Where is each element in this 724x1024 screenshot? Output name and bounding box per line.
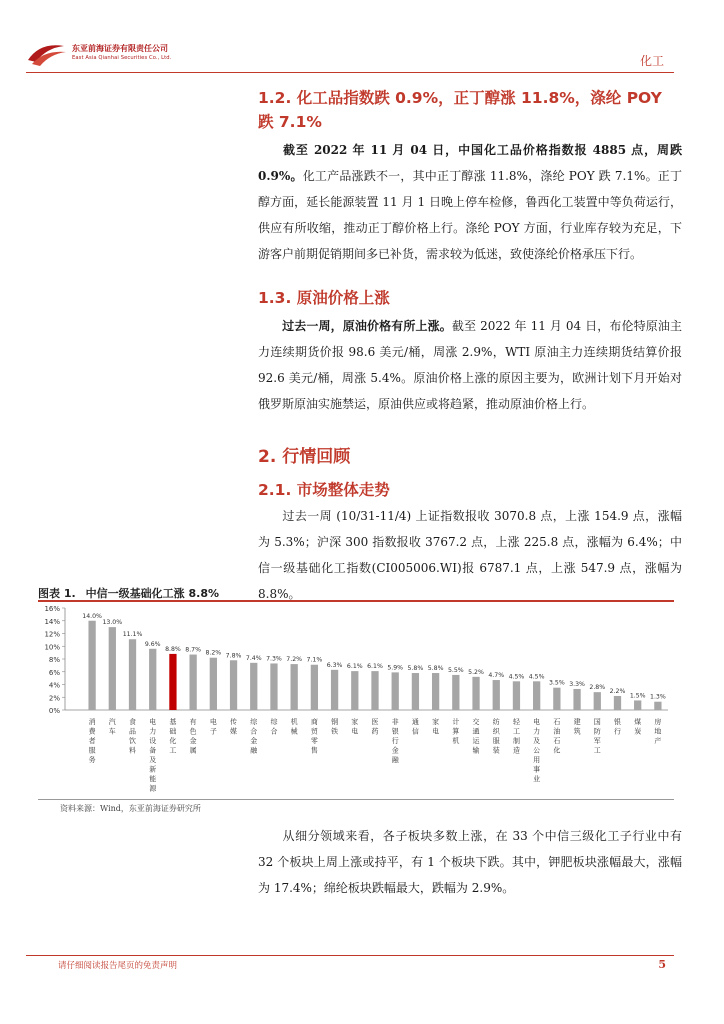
bar-10 [270,663,277,710]
x-category-label: 基础化工 [169,718,177,755]
section-1-2-lead: 截至 2022 年 11 月 04 日，中国化工品价格指数报 4885 点，周跌 0.9%。 [258,143,682,183]
bar-value-label: 4.5% [528,673,545,681]
section-1-2-body: 化工产品涨跌不一，其中正丁醇涨 11.8%，涤纶 POY 跌 7.1%。正丁醇方面，延长能源装置 11 月 1 日晚上停车检修，鲁西化工装置中等负荷运行，供应有所收缩，推动正丁醇价格上行。涤纶 POY 方面，行业库存较为充足，下游客户前期促销期间多已补货，需求较为低迷，致使涤纶价格承压下行。 [258,169,683,261]
bar-value-label: 5.8% [427,665,444,673]
bar-9 [250,663,257,710]
section-2-1-body: 过去一周 (10/31-11/4) 上证指数报收 3070.8 点，上涨 154.9 点，涨幅为 5.3%；沪深 300 指数报收 3767.2 点，上涨 225.8 点，涨幅为 6.4%；中信一级基础化工指数(CI005006.WI)报 6787.1 点，上涨 547.9 点，涨幅为 8.8%。 [258,509,682,601]
bar-value-label: 8.2% [205,649,222,657]
bar-27 [614,696,621,710]
bar-26 [594,692,601,710]
y-tick-label: 4% [48,681,60,690]
company-name-en: East Asia Qianhai Securities Co., Ltd. [72,55,172,61]
x-category-label: 消费者服务 [88,718,96,764]
bar-8 [230,660,237,710]
bar-11 [291,664,298,710]
x-category-label: 机械 [290,718,298,736]
bar-value-label: 5.5% [447,666,464,674]
x-category-label: 电子 [209,718,217,736]
section-2-1-title: 2.1. 市场整体走势 [258,481,390,499]
x-category-label: 综合金融 [250,718,258,755]
bar-12 [311,665,318,710]
bar-value-label: 5.2% [468,668,484,676]
bar-value-label: 1.3% [650,693,666,701]
bar-value-label: 8.8% [165,645,181,653]
bar-4 [149,649,156,710]
footer-divider [26,955,674,956]
y-tick-label: 2% [48,694,60,703]
bar-value-label: 7.3% [266,655,282,663]
bar-value-label: 2.8% [589,684,606,692]
bar-value-label: 7.1% [306,656,323,664]
bar-25 [573,689,580,710]
figure-1-label: 图表 1. [38,587,76,600]
x-category-label: 商贸零售 [310,718,318,755]
header-divider [26,72,674,73]
bar-value-label: 8.7% [185,646,202,654]
x-category-label: 汽车 [108,718,116,736]
y-tick-label: 0% [48,707,60,715]
x-category-label: 电力及公用事业 [533,718,541,783]
x-category-label: 国防军工 [593,718,601,755]
x-category-label: 石油石化 [553,718,561,755]
industry-return-bar-chart [38,602,674,798]
x-category-label: 综合 [270,718,278,736]
bar-value-label: 3.5% [548,679,565,687]
section-2-1-body-2: 从细分领域来看，各子板块多数上涨，在 33 个中信三级化工子行业中有 32 个板块上周上涨或持平，有 1 个板块下跌。其中，钾肥板块涨幅最大，涨幅为 17.4%；绵纶板块跌幅最大，跌幅为 2.9%。 [258,829,682,895]
company-logo-mark-icon [26,40,68,68]
bar-value-label: 5.8% [407,665,424,673]
bar-value-label: 2.2% [609,687,626,695]
section-1-2-title: 1.2. 化工品指数跌 0.9%，正丁醇涨 11.8%，涤纶 POY [258,89,662,107]
x-category-label: 非银行金融 [391,718,399,764]
bar-value-label: 14.0% [82,612,102,620]
bar-value-label: 7.2% [286,656,303,664]
x-category-label: 电力设备及新能源 [149,718,157,793]
x-category-label: 通信 [411,718,419,736]
x-category-label: 银行 [613,718,621,736]
bar-value-label: 4.5% [508,673,525,681]
section-1-3-paragraph [258,313,682,417]
x-category-label: 交通运输 [472,718,480,755]
y-tick-label: 8% [48,656,60,664]
bar-7 [210,658,217,710]
page-number: 5 [658,958,666,971]
bar-value-label: 6.1% [367,663,383,671]
bar-value-label: 9.6% [144,640,161,648]
bar-value-label: 7.4% [245,654,262,662]
x-category-label: 医药 [371,718,379,736]
section-2-title: 2. 行情回顾 [258,447,351,467]
bar-24 [553,688,560,710]
x-category-label: 煤炭 [634,718,642,736]
bar-value-label: 3.3% [569,680,585,688]
bar-6 [190,655,197,710]
x-category-label: 房地产 [654,718,662,745]
company-name-cn: 东亚前海证券有限责任公司 [72,44,168,53]
bar-17 [412,673,419,710]
bar-5 [169,654,176,710]
x-category-label: 计算机 [452,718,460,745]
bar-14 [351,671,358,710]
section-2-1-paragraph-2 [258,823,682,901]
section-1-2-title-cont: 跌 7.1% [258,113,322,131]
bar-value-label: 1.5% [629,692,646,700]
bar-1 [88,621,95,710]
x-category-label: 有色金属 [189,718,197,755]
report-section-label: 化工 [639,54,664,68]
bar-value-label: 4.7% [488,672,505,680]
company-logo [26,40,176,70]
disclaimer-note: 请仔细阅读报告尾页的免责声明 [58,961,178,971]
bar-value-label: 6.3% [326,661,343,669]
y-tick-label: 12% [44,630,60,639]
bar-13 [331,670,338,710]
x-category-label: 传媒 [230,718,238,736]
section-1-2-paragraph [258,137,682,267]
bar-2 [109,627,116,710]
x-category-label: 食品饮料 [129,718,137,755]
figure-1-caption: 中信一级基础化工涨 8.8% [85,587,220,600]
x-category-label: 建筑 [573,718,581,736]
bar-16 [392,672,399,710]
bar-15 [371,671,378,710]
bar-value-label: 13.0% [102,619,123,627]
x-category-label: 纺织服装 [492,718,500,755]
section-1-3-lead: 过去一周，原油价格有所上涨。 [282,319,452,333]
bar-20 [472,677,479,710]
bar-28 [634,700,641,710]
bar-value-label: 6.1% [346,663,363,671]
x-category-label: 家电 [432,718,440,736]
section-1-3-title: 1.3. 原油价格上涨 [258,289,390,307]
section-2-1-paragraph [258,503,682,607]
figure-1-source: 资料来源：Wind，东亚前海证券研究所 [60,804,201,813]
bar-22 [513,681,520,710]
figure-1-title [38,585,219,601]
x-category-label: 轻工制造 [512,718,520,755]
y-tick-label: 14% [44,617,60,626]
y-tick-label: 10% [44,643,60,652]
bar-3 [129,639,136,710]
bar-19 [452,675,459,710]
bar-21 [493,680,500,710]
bar-value-label: 7.8% [225,652,242,660]
bar-value-label: 5.9% [387,664,404,672]
section-1-3-body: 截至 2022 年 11 月 04 日，布伦特原油主力连续期货价报 98.6 美元/桶，周涨 2.9%，WTI 原油主力连续期货结算价报 92.6 美元/桶，周涨 5.4%。原油价格上涨的原因主要为，欧洲计划下月开始对俄罗斯原油实施禁运，原油供应或将趋紧，推动原油价格上行。 [258,319,682,411]
bar-18 [432,673,439,710]
y-tick-label: 16% [44,605,60,613]
x-category-label: 钢铁 [331,718,339,736]
y-tick-label: 6% [48,668,60,677]
bar-23 [533,681,540,710]
bar-29 [654,702,661,710]
figure-bottom-rule [38,799,674,800]
bar-value-label: 11.1% [122,631,143,639]
x-category-label: 家电 [351,718,359,736]
